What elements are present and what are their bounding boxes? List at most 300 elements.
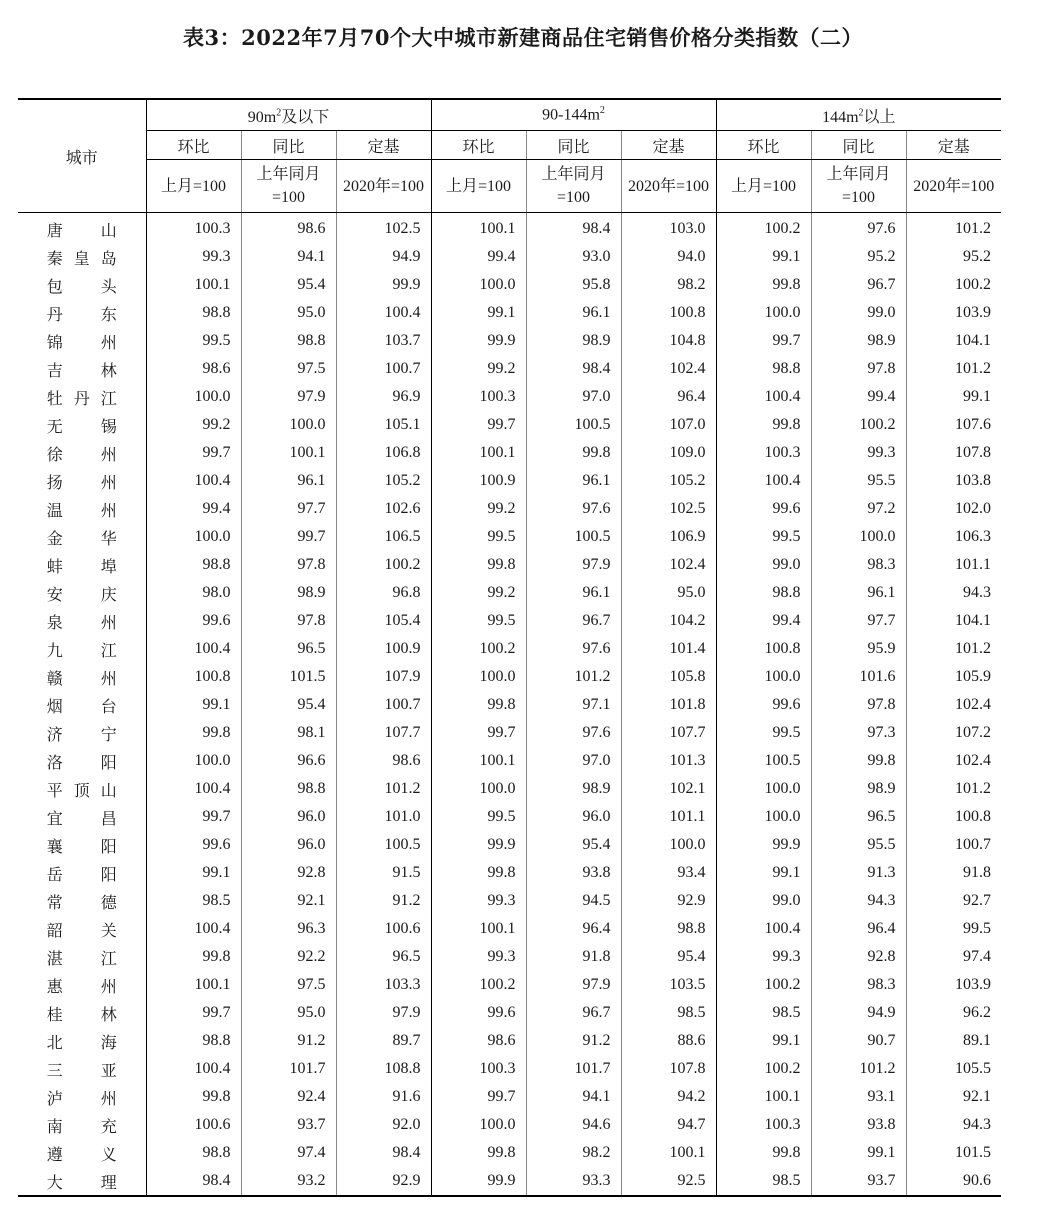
value-cell: 100.1: [431, 439, 526, 467]
value-cell: 98.8: [146, 1027, 241, 1055]
value-cell: 98.8: [716, 579, 811, 607]
value-cell: 99.8: [146, 1083, 241, 1111]
value-cell: 98.4: [146, 1167, 241, 1196]
value-cell: 99.4: [146, 495, 241, 523]
value-cell: 100.2: [716, 1055, 811, 1083]
value-cell: 99.4: [716, 607, 811, 635]
value-cell: 99.9: [716, 831, 811, 859]
value-cell: 100.4: [146, 915, 241, 943]
city-name: 秦皇岛: [46, 250, 117, 268]
value-cell: 100.9: [336, 635, 431, 663]
value-cell: 105.8: [621, 663, 716, 691]
value-cell: 98.9: [241, 579, 336, 607]
value-cell: 97.6: [811, 213, 906, 244]
base-header-mom: 上月=100: [716, 160, 811, 213]
city-name: 蚌埠: [46, 558, 117, 576]
value-cell: 99.2: [431, 495, 526, 523]
sub-header-fixed: 定基: [906, 131, 1001, 160]
city-name: 韶关: [46, 922, 117, 940]
value-cell: 100.1: [431, 213, 526, 244]
value-cell: 102.5: [621, 495, 716, 523]
city-cell: [18, 999, 146, 1027]
value-cell: 96.6: [241, 747, 336, 775]
value-cell: 99.7: [241, 523, 336, 551]
city-name: 襄阳: [46, 838, 117, 856]
value-cell: 96.1: [526, 299, 621, 327]
value-cell: 93.2: [241, 1167, 336, 1196]
value-cell: 100.5: [716, 747, 811, 775]
sub-header-yoy: 同比: [811, 131, 906, 160]
value-cell: 96.5: [241, 635, 336, 663]
value-cell: 99.1: [146, 691, 241, 719]
value-cell: 91.5: [336, 859, 431, 887]
value-cell: 100.0: [431, 775, 526, 803]
city-cell: [18, 607, 146, 635]
city-name: 烟台: [46, 698, 117, 716]
value-cell: 100.7: [336, 691, 431, 719]
value-cell: 97.9: [336, 999, 431, 1027]
city-name: 赣州: [46, 670, 117, 688]
city-cell: [18, 299, 146, 327]
table-row: [18, 579, 1001, 607]
table-row: [18, 1139, 1001, 1167]
value-cell: 99.2: [431, 355, 526, 383]
city-cell: [18, 579, 146, 607]
value-cell: 99.2: [146, 411, 241, 439]
value-cell: 98.4: [526, 355, 621, 383]
value-cell: 103.3: [336, 971, 431, 999]
value-cell: 106.5: [336, 523, 431, 551]
value-cell: 100.5: [526, 523, 621, 551]
value-cell: 101.2: [906, 635, 1001, 663]
value-cell: 94.9: [811, 999, 906, 1027]
value-cell: 100.0: [146, 747, 241, 775]
city-cell: [18, 439, 146, 467]
table-row: [18, 243, 1001, 271]
table-row: [18, 635, 1001, 663]
value-cell: 100.0: [716, 299, 811, 327]
value-cell: 95.0: [241, 999, 336, 1027]
value-cell: 95.8: [526, 271, 621, 299]
value-cell: 96.1: [526, 467, 621, 495]
value-cell: 95.5: [811, 831, 906, 859]
table-row: [18, 999, 1001, 1027]
city-name: 岳阳: [46, 866, 117, 884]
value-cell: 106.3: [906, 523, 1001, 551]
value-cell: 103.8: [906, 467, 1001, 495]
city-cell: [18, 243, 146, 271]
table-row: [18, 467, 1001, 495]
value-cell: 100.2: [811, 411, 906, 439]
value-cell: 99.5: [906, 915, 1001, 943]
value-cell: 97.5: [241, 355, 336, 383]
city-cell: [18, 1083, 146, 1111]
value-cell: 105.4: [336, 607, 431, 635]
value-cell: 94.0: [621, 243, 716, 271]
value-cell: 95.9: [811, 635, 906, 663]
value-cell: 96.1: [526, 579, 621, 607]
value-cell: 99.3: [146, 243, 241, 271]
table-row: [18, 523, 1001, 551]
group-header-medium: $90-144m^2$: [431, 99, 716, 131]
table-row: [18, 1027, 1001, 1055]
value-cell: 90.7: [811, 1027, 906, 1055]
value-cell: 100.0: [621, 831, 716, 859]
value-cell: 98.5: [621, 999, 716, 1027]
value-cell: 100.3: [431, 1055, 526, 1083]
value-cell: 100.0: [716, 803, 811, 831]
value-cell: 100.1: [716, 1083, 811, 1111]
value-cell: 100.6: [146, 1111, 241, 1139]
value-cell: 100.3: [716, 1111, 811, 1139]
value-cell: 98.6: [146, 355, 241, 383]
value-cell: 91.2: [526, 1027, 621, 1055]
city-name: 北海: [46, 1034, 117, 1052]
table-row: [18, 411, 1001, 439]
value-cell: 98.9: [526, 327, 621, 355]
value-cell: 98.1: [241, 719, 336, 747]
value-cell: 96.7: [526, 607, 621, 635]
city-name: 大理: [46, 1174, 117, 1192]
value-cell: 101.2: [811, 1055, 906, 1083]
value-cell: 101.5: [906, 1139, 1001, 1167]
value-cell: 98.8: [621, 915, 716, 943]
value-cell: 98.6: [336, 747, 431, 775]
city-cell: [18, 943, 146, 971]
value-cell: 92.1: [906, 1083, 1001, 1111]
value-cell: 105.2: [621, 467, 716, 495]
city-cell: [18, 775, 146, 803]
value-cell: 99.3: [811, 439, 906, 467]
city-name: 洛阳: [46, 754, 117, 772]
value-cell: 92.8: [811, 943, 906, 971]
value-cell: 96.0: [241, 803, 336, 831]
value-cell: 92.8: [241, 859, 336, 887]
city-name: 泉州: [46, 614, 117, 632]
city-cell: [18, 383, 146, 411]
value-cell: 99.1: [716, 243, 811, 271]
value-cell: 100.3: [716, 439, 811, 467]
value-cell: 97.6: [526, 495, 621, 523]
value-cell: 98.3: [811, 551, 906, 579]
value-cell: 101.7: [526, 1055, 621, 1083]
value-cell: 97.2: [811, 495, 906, 523]
value-cell: 98.5: [146, 887, 241, 915]
base-header-yoy: 上年同月=100: [526, 160, 621, 213]
value-cell: 98.8: [716, 355, 811, 383]
value-cell: 99.6: [431, 999, 526, 1027]
value-cell: 99.9: [431, 327, 526, 355]
table-row: [18, 691, 1001, 719]
value-cell: 99.1: [716, 1027, 811, 1055]
value-cell: 109.0: [621, 439, 716, 467]
value-cell: 107.7: [621, 719, 716, 747]
value-cell: 100.0: [146, 523, 241, 551]
table-row: [18, 271, 1001, 299]
value-cell: 101.8: [621, 691, 716, 719]
value-cell: 99.8: [716, 411, 811, 439]
city-name: 宜昌: [46, 810, 117, 828]
value-cell: 104.1: [906, 607, 1001, 635]
value-cell: 100.5: [526, 411, 621, 439]
value-cell: 100.1: [431, 747, 526, 775]
city-cell: [18, 495, 146, 523]
value-cell: 100.4: [716, 383, 811, 411]
value-cell: 95.0: [241, 299, 336, 327]
value-cell: 100.0: [431, 1111, 526, 1139]
city-name: 遵义: [46, 1146, 117, 1164]
value-cell: 99.7: [146, 999, 241, 1027]
value-cell: 107.8: [621, 1055, 716, 1083]
value-cell: 99.5: [146, 327, 241, 355]
value-cell: 100.5: [336, 831, 431, 859]
value-cell: 100.1: [621, 1139, 716, 1167]
value-cell: 99.1: [431, 299, 526, 327]
city-cell: [18, 1167, 146, 1196]
value-cell: 101.2: [906, 775, 1001, 803]
value-cell: 99.0: [716, 551, 811, 579]
value-cell: 93.1: [811, 1083, 906, 1111]
value-cell: 98.5: [716, 999, 811, 1027]
city-cell: [18, 803, 146, 831]
sub-header-fixed: 定基: [621, 131, 716, 160]
city-cell: [18, 213, 146, 244]
value-cell: 107.7: [336, 719, 431, 747]
table-row: [18, 1167, 1001, 1196]
city-name: 牡丹江: [46, 390, 117, 408]
value-cell: 97.8: [241, 551, 336, 579]
city-cell: [18, 831, 146, 859]
city-cell: [18, 691, 146, 719]
city-name: 扬州: [46, 474, 117, 492]
city-cell: [18, 971, 146, 999]
value-cell: 90.6: [906, 1167, 1001, 1196]
price-index-table: [18, 98, 1001, 1197]
city-name: 安庆: [46, 586, 117, 604]
value-cell: 99.3: [431, 943, 526, 971]
table-row: [18, 383, 1001, 411]
page-title: 表3：2022年7月70个大中城市新建商品住宅销售价格分类指数（二）: [183, 25, 863, 50]
value-cell: 96.5: [336, 943, 431, 971]
value-cell: 100.1: [431, 915, 526, 943]
base-header-fixed: 2020年=100: [906, 160, 1001, 213]
value-cell: 91.6: [336, 1083, 431, 1111]
value-cell: 99.7: [431, 411, 526, 439]
value-cell: 94.3: [906, 1111, 1001, 1139]
value-cell: 101.2: [906, 355, 1001, 383]
value-cell: 98.8: [146, 299, 241, 327]
value-cell: 102.6: [336, 495, 431, 523]
value-cell: 101.7: [241, 1055, 336, 1083]
city-cell: [18, 271, 146, 299]
city-cell: [18, 523, 146, 551]
city-name: 九江: [46, 642, 117, 660]
table-row: [18, 327, 1001, 355]
value-cell: 96.0: [241, 831, 336, 859]
value-cell: 98.6: [241, 213, 336, 244]
value-cell: 99.9: [336, 271, 431, 299]
value-cell: 95.2: [906, 243, 1001, 271]
table-row: [18, 943, 1001, 971]
value-cell: 97.6: [526, 719, 621, 747]
value-cell: 100.0: [716, 775, 811, 803]
value-cell: 95.5: [811, 467, 906, 495]
group-header-small: $90m^2$及以下: [146, 99, 431, 131]
value-cell: 96.9: [336, 383, 431, 411]
value-cell: 99.8: [526, 439, 621, 467]
value-cell: 93.8: [811, 1111, 906, 1139]
city-cell: [18, 355, 146, 383]
value-cell: 100.1: [146, 271, 241, 299]
value-cell: 93.0: [526, 243, 621, 271]
value-cell: 108.8: [336, 1055, 431, 1083]
value-cell: 93.7: [811, 1167, 906, 1196]
value-cell: 97.5: [241, 971, 336, 999]
value-cell: 100.4: [146, 467, 241, 495]
value-cell: 99.6: [146, 831, 241, 859]
value-cell: 105.1: [336, 411, 431, 439]
city-name: 南充: [46, 1118, 117, 1136]
value-cell: 104.2: [621, 607, 716, 635]
value-cell: 96.7: [526, 999, 621, 1027]
value-cell: 92.0: [336, 1111, 431, 1139]
city-cell: [18, 1027, 146, 1055]
value-cell: 100.6: [336, 915, 431, 943]
value-cell: 96.8: [336, 579, 431, 607]
table-row: [18, 439, 1001, 467]
base-header-mom: 上月=100: [146, 160, 241, 213]
value-cell: 99.3: [716, 943, 811, 971]
value-cell: 99.9: [431, 1167, 526, 1196]
value-cell: 95.4: [241, 691, 336, 719]
value-cell: 99.8: [431, 859, 526, 887]
value-cell: 103.9: [906, 299, 1001, 327]
city-name: 徐州: [46, 446, 117, 464]
value-cell: 107.9: [336, 663, 431, 691]
city-name: 惠州: [46, 978, 117, 996]
value-cell: 98.6: [431, 1027, 526, 1055]
value-cell: 95.4: [526, 831, 621, 859]
table-row: [18, 213, 1001, 244]
value-cell: 97.9: [241, 383, 336, 411]
value-cell: 100.2: [431, 971, 526, 999]
value-cell: 96.4: [526, 915, 621, 943]
value-cell: 99.0: [811, 299, 906, 327]
value-cell: 91.8: [526, 943, 621, 971]
city-name: 温州: [46, 502, 117, 520]
city-name: 济宁: [46, 726, 117, 744]
value-cell: 96.1: [811, 579, 906, 607]
value-cell: 103.5: [621, 971, 716, 999]
city-cell: [18, 327, 146, 355]
value-cell: 98.5: [716, 1167, 811, 1196]
value-cell: 100.3: [146, 213, 241, 244]
value-cell: 97.7: [811, 607, 906, 635]
value-cell: 97.9: [526, 551, 621, 579]
value-cell: 93.4: [621, 859, 716, 887]
sub-header-yoy: 同比: [241, 131, 336, 160]
city-name: 三亚: [46, 1062, 117, 1080]
value-cell: 100.2: [431, 635, 526, 663]
value-cell: 99.8: [431, 691, 526, 719]
city-name: 无锡: [46, 418, 117, 436]
base-header-yoy: 上年同月=100: [241, 160, 336, 213]
value-cell: 99.9: [431, 831, 526, 859]
value-cell: 100.4: [716, 915, 811, 943]
value-cell: 92.7: [906, 887, 1001, 915]
value-cell: 97.1: [526, 691, 621, 719]
value-cell: 103.0: [621, 213, 716, 244]
value-cell: 97.8: [241, 607, 336, 635]
value-cell: 107.6: [906, 411, 1001, 439]
value-cell: 97.3: [811, 719, 906, 747]
table-row: [18, 495, 1001, 523]
value-cell: 103.9: [906, 971, 1001, 999]
value-cell: 99.6: [716, 691, 811, 719]
table-row: [18, 299, 1001, 327]
value-cell: 99.7: [431, 719, 526, 747]
value-cell: 99.7: [146, 803, 241, 831]
value-cell: 100.0: [431, 663, 526, 691]
value-cell: 94.5: [526, 887, 621, 915]
value-cell: 100.7: [906, 831, 1001, 859]
value-cell: 96.1: [241, 467, 336, 495]
value-cell: 99.1: [146, 859, 241, 887]
value-cell: 100.8: [621, 299, 716, 327]
table-row: [18, 803, 1001, 831]
value-cell: 96.0: [526, 803, 621, 831]
value-cell: 103.7: [336, 327, 431, 355]
value-cell: 100.4: [146, 1055, 241, 1083]
value-cell: 100.8: [146, 663, 241, 691]
value-cell: 99.5: [431, 803, 526, 831]
value-cell: 94.1: [241, 243, 336, 271]
value-cell: 101.1: [906, 551, 1001, 579]
table-row: [18, 887, 1001, 915]
city-cell: [18, 915, 146, 943]
value-cell: 92.9: [621, 887, 716, 915]
city-name: 湛江: [46, 950, 117, 968]
value-cell: 100.8: [716, 635, 811, 663]
value-cell: 98.9: [811, 775, 906, 803]
city-cell: [18, 887, 146, 915]
value-cell: 99.1: [716, 859, 811, 887]
table-row: [18, 831, 1001, 859]
value-cell: 102.4: [906, 691, 1001, 719]
sub-header-fixed: 定基: [336, 131, 431, 160]
value-cell: 100.4: [336, 299, 431, 327]
city-name: 丹东: [46, 306, 117, 324]
sub-header-mom: 环比: [716, 131, 811, 160]
value-cell: 100.0: [146, 383, 241, 411]
value-cell: 92.4: [241, 1083, 336, 1111]
value-cell: 96.4: [621, 383, 716, 411]
value-cell: 99.8: [146, 943, 241, 971]
value-cell: 100.0: [811, 523, 906, 551]
value-cell: 99.4: [431, 243, 526, 271]
value-cell: 100.1: [241, 439, 336, 467]
city-name: 吉林: [46, 362, 117, 380]
value-cell: 106.8: [336, 439, 431, 467]
city-name: 锦州: [46, 334, 117, 352]
city-name: 常德: [46, 894, 117, 912]
value-cell: 101.3: [621, 747, 716, 775]
value-cell: 93.3: [526, 1167, 621, 1196]
value-cell: 102.4: [906, 747, 1001, 775]
value-cell: 91.2: [241, 1027, 336, 1055]
value-cell: 96.3: [241, 915, 336, 943]
value-cell: 98.9: [526, 775, 621, 803]
